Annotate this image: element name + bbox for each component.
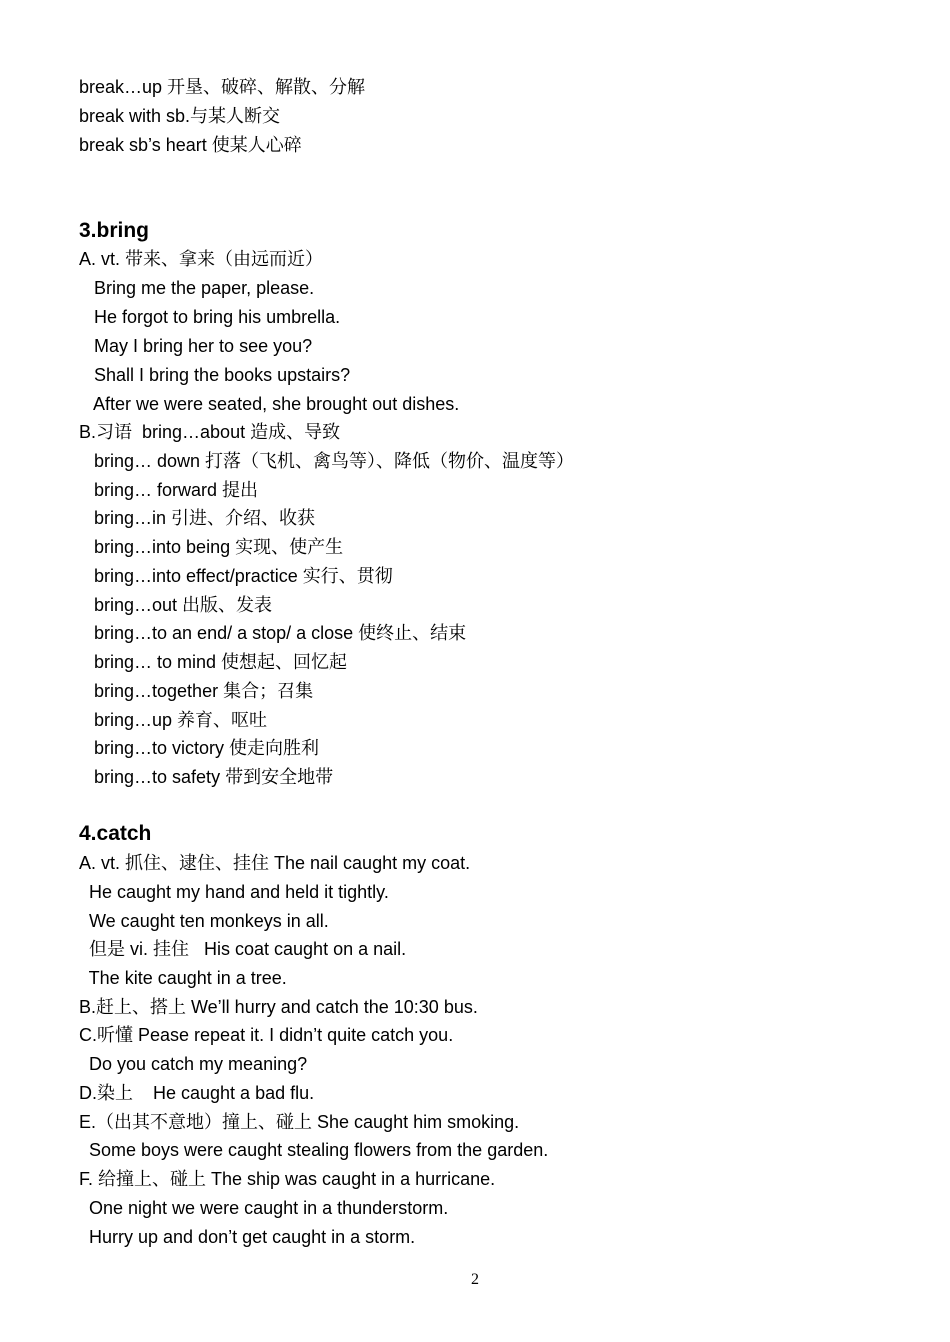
phrase-line: bring…to an end/ a stop/ a close 使终止、结束 xyxy=(89,623,467,643)
phrase-line: bring…into being 实现、使产生 xyxy=(89,537,344,557)
example-line: 但是 vi. 挂住 His coat caught on a nail. xyxy=(84,939,407,959)
phrase-line: bring…to safety 带到安全地带 xyxy=(89,767,334,787)
example-line: We caught ten monkeys in all. xyxy=(84,911,329,931)
section-heading-bring: 3.bring xyxy=(79,219,150,242)
phrase-line: bring…to victory 使走向胜利 xyxy=(89,738,320,758)
phrase-line: break…up 开垦、破碎、解散、分解 xyxy=(79,77,366,97)
example-line: May I bring her to see you? xyxy=(89,336,313,356)
definition-line: B.赶上、搭上 We’ll hurry and catch the 10:30 bus. xyxy=(79,997,478,1017)
phrase-line: bring…in 引进、介绍、收获 xyxy=(89,508,316,528)
definition-line: A. vt. 带来、拿来（由远而近） xyxy=(79,249,324,269)
example-line: Do you catch my meaning? xyxy=(84,1054,308,1074)
example-line: The kite caught in a tree. xyxy=(84,968,287,988)
definition-line: A. vt. 抓住、逮住、挂住 The nail caught my coat. xyxy=(79,853,471,873)
definition-line: D.染上 He caught a bad flu. xyxy=(79,1083,315,1103)
phrase-line: break with sb.与某人断交 xyxy=(79,106,281,126)
phrase-line: bring…out 出版、发表 xyxy=(89,595,273,615)
phrase-line: bring… to mind 使想起、回忆起 xyxy=(89,652,348,672)
example-line: He caught my hand and held it tightly. xyxy=(84,882,389,902)
phrase-line: bring… down 打落（飞机、禽鸟等）、降低（物价、温度等） xyxy=(89,451,575,471)
phrase-line: bring…into effect/practice 实行、贯彻 xyxy=(89,566,393,586)
definition-line: E.（出其不意地）撞上、碰上 She caught him smoking. xyxy=(79,1112,520,1132)
phrase-line: bring…together 集合；召集 xyxy=(89,681,314,701)
definition-line: F. 给撞上、碰上 The ship was caught in a hurricane. xyxy=(79,1169,496,1189)
example-line: Shall I bring the books upstairs? xyxy=(89,365,351,385)
phrase-line: break sb’s heart 使某人心碎 xyxy=(79,135,302,155)
example-line: After we were seated, she brought out dishes. xyxy=(89,394,460,414)
example-line: Some boys were caught stealing flowers from the garden. xyxy=(84,1140,549,1160)
section-heading-catch: 4.catch xyxy=(79,822,152,845)
example-line: Bring me the paper, please. xyxy=(89,278,315,298)
example-line: He forgot to bring his umbrella. xyxy=(89,307,341,327)
definition-line: C.听懂 Pease repeat it. I didn’t quite catch you. xyxy=(79,1025,454,1045)
example-line: Hurry up and don’t get caught in a storm. xyxy=(84,1227,416,1247)
definition-line: B.习语 bring…about 造成、导致 xyxy=(79,422,341,442)
example-line: One night we were caught in a thunderstorm. xyxy=(84,1198,449,1218)
page-number: 2 xyxy=(471,1271,479,1288)
phrase-line: bring…up 养育、呕吐 xyxy=(89,710,268,730)
phrase-line: bring… forward 提出 xyxy=(89,480,259,500)
